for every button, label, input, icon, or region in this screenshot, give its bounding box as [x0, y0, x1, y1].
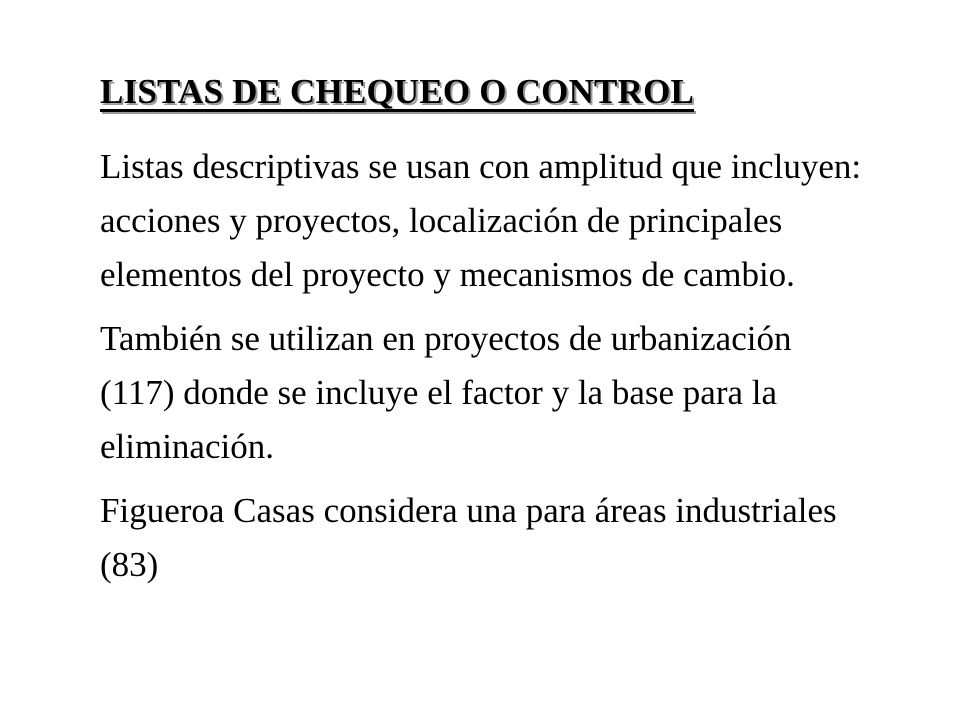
slide-title: LISTAS DE CHEQUEO O CONTROL — [100, 72, 695, 111]
paragraph-urbanization-projects: También se utilizan en proyectos de urbanización (117) donde se incluye el factor y la base para la eliminación. — [100, 319, 792, 467]
paragraph-industrial-areas: Figueroa Casas considera una para áreas industriales (83) — [100, 491, 837, 585]
paragraph-descriptive-lists: Listas descriptivas se usan con amplitud que incluyen: acciones y proyectos, localización de principales elementos del proyecto y mecanismos de cambio. — [100, 147, 862, 295]
